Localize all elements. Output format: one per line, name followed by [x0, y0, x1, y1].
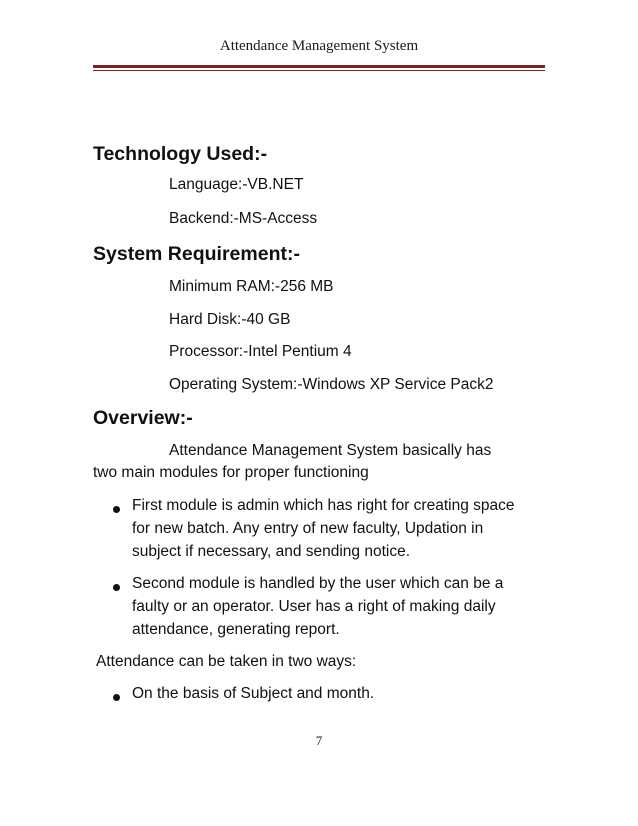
requirement-processor: Processor:-Intel Pentium 4 — [169, 343, 352, 360]
bullet-2-line-3: attendance, generating report. — [132, 621, 340, 638]
header-rule-thick — [93, 65, 545, 68]
overview-paragraph-line-1: Attendance Management System basically has — [169, 442, 492, 459]
bullet-point-icon — [113, 506, 120, 513]
bullet-1-line-2: for new batch. Any entry of new faculty, Updation in — [132, 520, 484, 537]
running-header-title: Attendance Management System — [219, 38, 419, 54]
bullet-2-line-2: faulty or an operator. User has a right of making daily — [132, 598, 496, 615]
bullet-1-line-3: subject if necessary, and sending notice. — [132, 543, 411, 560]
way-1: On the basis of Subject and month. — [132, 685, 375, 702]
attendance-ways-intro: Attendance can be taken in two ways: — [96, 653, 357, 670]
technology-backend: Backend:-MS-Access — [169, 210, 318, 227]
bullet-point-icon — [113, 694, 120, 701]
technology-language: Language:-VB.NET — [169, 176, 304, 193]
requirement-disk: Hard Disk:-40 GB — [169, 311, 291, 328]
overview-paragraph-line-2: two main modules for proper functioning — [93, 464, 369, 481]
overview-heading: Overview:- — [93, 407, 193, 429]
technology-heading: Technology Used:- — [93, 143, 268, 165]
bullet-2-line-1: Second module is handled by the user which can be a — [132, 575, 504, 592]
requirement-os: Operating System:-Windows XP Service Pack2 — [169, 376, 494, 393]
page-number: 7 — [315, 733, 323, 748]
requirement-ram: Minimum RAM:-256 MB — [169, 278, 334, 295]
requirements-heading: System Requirement:- — [93, 243, 300, 265]
bullet-point-icon — [113, 584, 120, 591]
bullet-1-line-1: First module is admin which has right for creating space — [132, 497, 515, 514]
header-rule-thin — [93, 70, 545, 71]
